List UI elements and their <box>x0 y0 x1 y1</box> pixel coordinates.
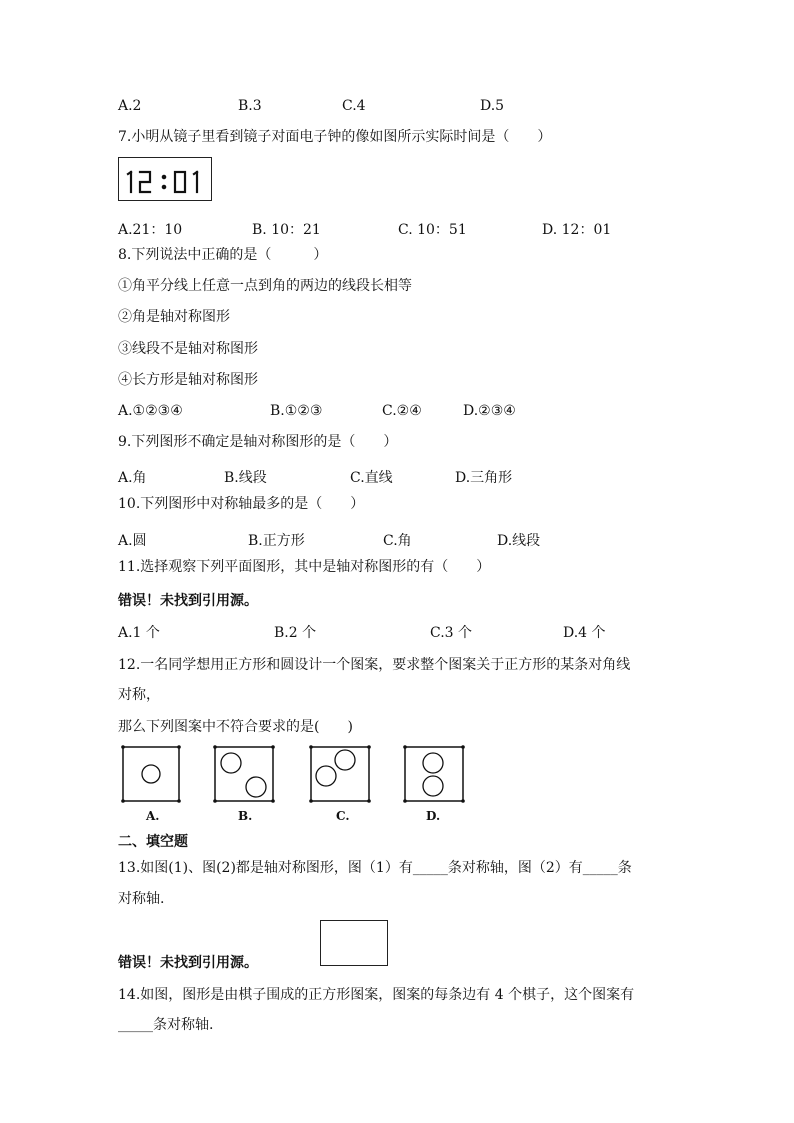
q7-option-c: C. 10：51 <box>398 222 467 238</box>
q11-option-b: B.2 个 <box>274 625 317 641</box>
q12-stem-line1: 12.一名同学想用正方形和圆设计一个图案，要求整个图案关于正方形的某条对角线 <box>118 657 631 673</box>
q8-option-b: B.①②③ <box>270 403 323 419</box>
q13-line1: 13.如图(1)、图(2)都是轴对称图形，图（1）有_____条对称轴，图（2）有_____条 <box>118 860 632 876</box>
q8-statement-4: ④长方形是轴对称图形 <box>118 372 258 388</box>
q9-option-b: B.线段 <box>224 470 267 486</box>
q7-stem: 7.小明从镜子里看到镜子对面电子钟的像如图所示实际时间是（ ） <box>118 129 552 145</box>
q13-figure-rectangle <box>320 920 388 966</box>
q12-figure-b <box>212 744 276 804</box>
q12-figure-d <box>402 744 466 804</box>
section-title-fill-in: 二、填空题 <box>118 834 188 850</box>
q7-option-d: D. 12：01 <box>542 222 612 238</box>
q6-option-d: D.5 <box>480 98 505 114</box>
q10-option-c: C.角 <box>383 533 412 549</box>
q9-option-a: A.角 <box>118 470 147 486</box>
q10-option-b: B.正方形 <box>248 533 305 549</box>
q12-figure-a-label: A. <box>146 809 160 823</box>
q8-statement-3: ③线段不是轴对称图形 <box>118 341 258 357</box>
q12-figure-c-label: C. <box>336 809 350 823</box>
digital-clock-icon <box>119 158 213 202</box>
q9-option-d: D.三角形 <box>455 470 513 486</box>
q8-option-a: A.①②③④ <box>118 403 183 419</box>
q10-stem: 10.下列图形中对称轴最多的是（ ） <box>118 496 365 512</box>
q14-line2: _____条对称轴. <box>118 1017 214 1033</box>
q12-stem-line2: 对称， <box>118 687 160 703</box>
q11-option-a: A.1 个 <box>118 625 160 641</box>
q13-line2: 对称轴. <box>118 891 165 907</box>
q9-option-c: C.直线 <box>350 470 393 486</box>
q12-figure-a <box>120 744 184 804</box>
q13-error-text: 错误！未找到引用源。 <box>118 955 258 971</box>
q7-option-a: A.21：10 <box>118 222 183 238</box>
q8-option-c: C.②④ <box>382 403 422 419</box>
q8-stem: 8.下列说法中正确的是（ ） <box>118 247 328 263</box>
q12-stem-line3: 那么下列图案中不符合要求的是( ) <box>118 719 353 735</box>
q6-option-c: C.4 <box>342 98 366 114</box>
q14-line1: 14.如图，图形是由棋子围成的正方形图案，图案的每条边有 4 个棋子，这个图案有 <box>118 987 635 1003</box>
q11-stem: 11.选择观察下列平面图形，其中是轴对称图形的有（ ） <box>118 559 491 575</box>
q8-statement-1: ①角平分线上任意一点到角的两边的线段长相等 <box>118 278 412 294</box>
q10-option-a: A.圆 <box>118 533 147 549</box>
q11-error-text: 错误！未找到引用源。 <box>118 593 258 609</box>
q9-stem: 9.下列图形不确定是轴对称图形的是（ ） <box>118 434 398 450</box>
q11-option-d: D.4 个 <box>563 625 606 641</box>
q8-option-d: D.②③④ <box>463 403 516 419</box>
q12-figure-b-label: B. <box>238 809 253 823</box>
q6-option-a: A.2 <box>118 98 142 114</box>
q7-option-b: B. 10：21 <box>252 222 321 238</box>
q12-figure-c <box>308 744 372 804</box>
q10-option-d: D.线段 <box>497 533 541 549</box>
q8-statement-2: ②角是轴对称图形 <box>118 309 230 325</box>
q6-option-b: B.3 <box>238 98 262 114</box>
q12-figure-d-label: D. <box>426 809 441 823</box>
q11-option-c: C.3 个 <box>430 625 473 641</box>
mirrored-clock-figure <box>118 157 212 201</box>
